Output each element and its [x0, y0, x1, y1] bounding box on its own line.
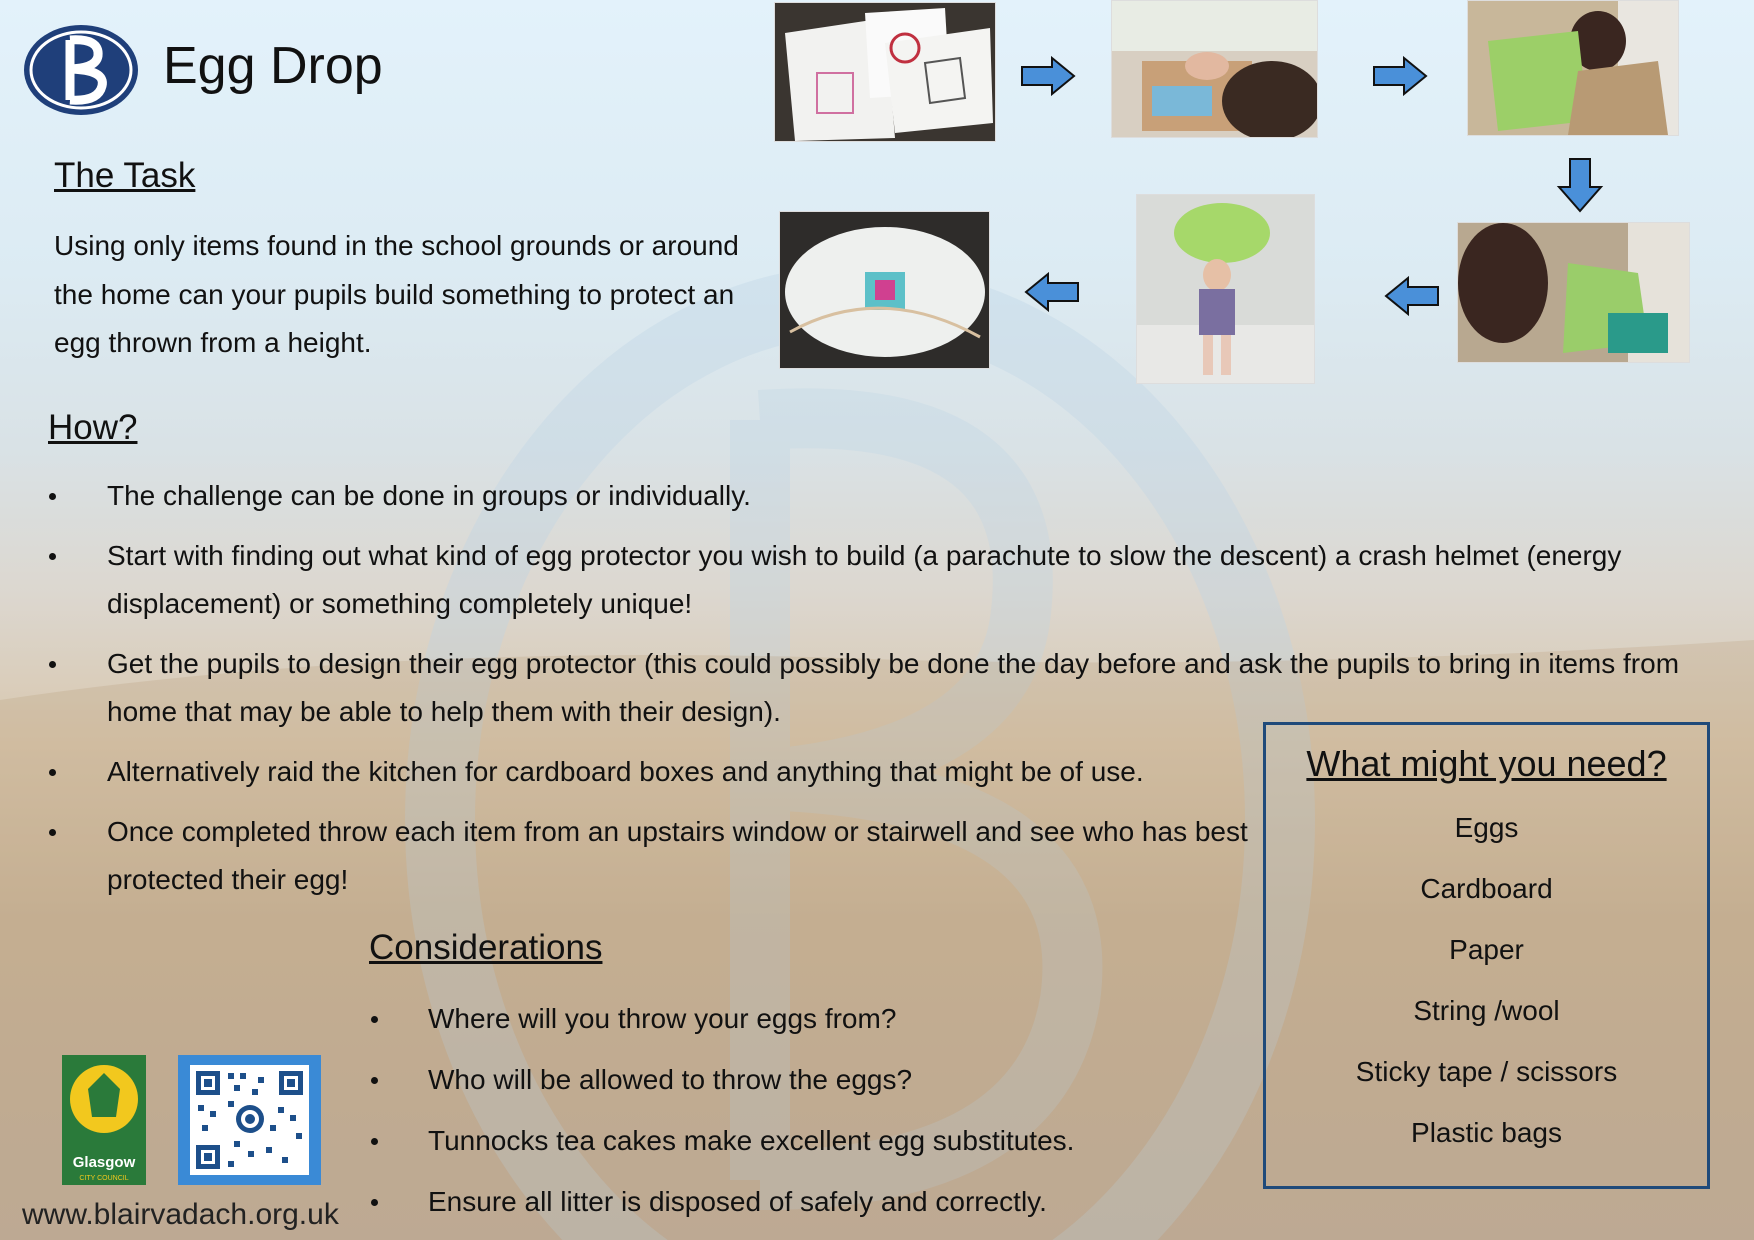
photo-design-sketches [774, 2, 996, 142]
photo-assembling-protector [1457, 222, 1690, 363]
arrow-right-icon [1372, 56, 1428, 96]
list-item: Ensure all litter is disposed of safely and correctly. [0, 1178, 1200, 1226]
photo-building-box [1111, 0, 1318, 138]
needs-heading: What might you need? [1306, 743, 1667, 784]
list-item: The challenge can be done in groups or individually. [0, 472, 1720, 520]
photo-child-with-bag [1467, 0, 1679, 136]
qr-code[interactable] [178, 1055, 321, 1185]
list-item: Get the pupils to design their egg protector (this could possibly be done the day before and ask the pupils to bring in items from home that may be able to help them with their design). [0, 640, 1720, 736]
list-item: Eggs [1454, 812, 1519, 843]
list-item: Alternatively raid the kitchen for cardboard boxes and anything that might be of use. [0, 748, 1720, 796]
list-item: Sticky tape / scissors [1355, 1056, 1618, 1087]
list-item: Tunnocks tea cakes make excellent egg substitutes. [0, 1117, 1200, 1165]
list-item: Paper [1449, 934, 1524, 965]
arrow-right-icon [1020, 56, 1076, 96]
list-item: Start with finding out what kind of egg protector you wish to build (a parachute to slow the descent) a crash helmet (energy displacement) or something completely unique! [0, 532, 1720, 628]
list-item: Where will you throw your eggs from? [0, 995, 1200, 1043]
list-item: String /wool [1413, 995, 1560, 1026]
list-item: Plastic bags [1411, 1117, 1562, 1148]
task-heading: The Task [54, 156, 196, 195]
needs-box [1263, 722, 1710, 1189]
task-description: Using only items found in the school grounds or around the home can your pupils build something to protect an egg thrown from a height. [54, 230, 739, 358]
list-item: Once completed throw each item from an upstairs window or stairwell and see who has best protected their egg! [0, 808, 1257, 904]
glasgow-city-council-logo [62, 1055, 146, 1185]
page-title: Egg Drop [163, 37, 383, 95]
arrow-down-icon [1556, 157, 1604, 213]
website-url[interactable]: www.blairvadach.org.uk [22, 1198, 339, 1231]
council-label: Glasgow [72, 1154, 136, 1171]
council-sublabel: CITY COUNCIL [79, 1175, 129, 1182]
list-item: Who will be allowed to throw the eggs? [0, 1056, 1200, 1104]
photo-child-holding-parachute [1136, 194, 1315, 384]
blairvadach-logo [22, 24, 140, 116]
list-item: Cardboard [1420, 873, 1553, 904]
arrow-left-icon [1024, 272, 1080, 312]
photo-landed-egg [779, 211, 990, 369]
arrow-left-icon [1384, 276, 1440, 316]
needs-list [1266, 797, 1707, 1163]
how-heading: How? [48, 408, 138, 447]
considerations-heading: Considerations [369, 928, 603, 967]
